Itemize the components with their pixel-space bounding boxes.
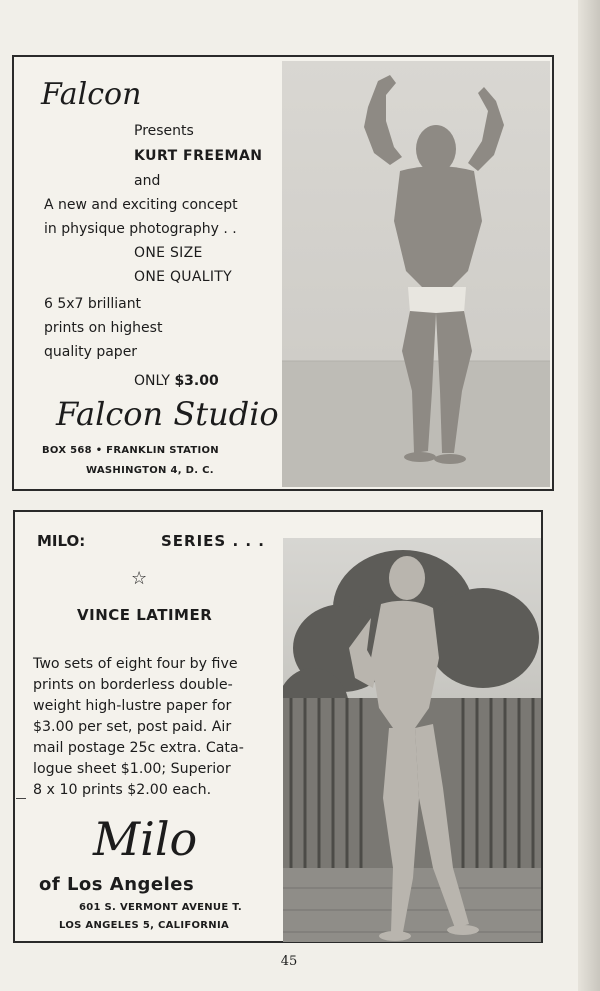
concept-line-1: A new and exciting concept: [44, 197, 238, 213]
model-name-vince: VINCE LATIMER: [77, 606, 213, 624]
falcon-logo-script: Falcon: [41, 77, 142, 112]
physique-figure-illustration: [282, 61, 550, 487]
milo-address-line-2: LOS ANGELES 5, CALIFORNIA: [59, 920, 230, 931]
milo-address-line-1: 601 S. VERMONT AVENUE T.: [79, 902, 242, 913]
page-number: 45: [280, 954, 298, 969]
concept-line-2: in physique photography . .: [44, 221, 237, 237]
body-line-5: mail postage 25c extra. Cata-: [33, 740, 244, 756]
price-prefix: ONLY: [134, 373, 170, 389]
series-label: SERIES . . .: [161, 532, 265, 550]
outdoor-figure-illustration: [283, 538, 541, 942]
body-line-2: prints on borderless double-: [33, 677, 233, 693]
falcon-studio-logo-script: Falcon Studio: [56, 395, 279, 433]
presents-text: Presents: [134, 123, 194, 139]
prints-line-2: prints on highest: [44, 320, 163, 336]
star-icon: ☆: [131, 568, 148, 589]
body-line-4: $3.00 per set, post paid. Air: [33, 719, 232, 735]
milo-city-text: of Los Angeles: [39, 874, 195, 895]
falcon-address-line-1: BOX 568 • FRANKLIN STATION: [42, 445, 219, 456]
milo-logo-script: Milo: [93, 812, 198, 866]
falcon-advertisement: [12, 55, 554, 491]
vince-latimer-photo: [283, 538, 541, 942]
prints-line-1: 6 5x7 brilliant: [44, 296, 142, 312]
milo-advertisement: [13, 510, 543, 943]
one-quality-text: ONE QUALITY: [134, 269, 232, 285]
prints-line-3: quality paper: [44, 344, 138, 360]
one-size-text: ONE SIZE: [134, 245, 203, 261]
milo-label: MILO:: [37, 532, 86, 550]
body-line-6: logue sheet $1.00; Superior: [33, 761, 231, 777]
body-line-1: Two sets of eight four by five: [33, 656, 238, 672]
model-name-kurt: KURT FREEMAN: [134, 148, 263, 164]
falcon-price: [134, 373, 219, 389]
body-line-7: 8 x 10 prints $2.00 each.: [33, 782, 212, 798]
body-line-3: weight high-lustre paper for: [33, 698, 232, 714]
and-text: and: [134, 173, 161, 189]
page-edge-shadow: [578, 0, 600, 991]
falcon-address-line-2: WASHINGTON 4, D. C.: [86, 465, 214, 476]
price-value: $3.00: [174, 373, 219, 389]
margin-dash-mark: [16, 798, 26, 799]
kurt-freeman-photo: [282, 61, 550, 487]
